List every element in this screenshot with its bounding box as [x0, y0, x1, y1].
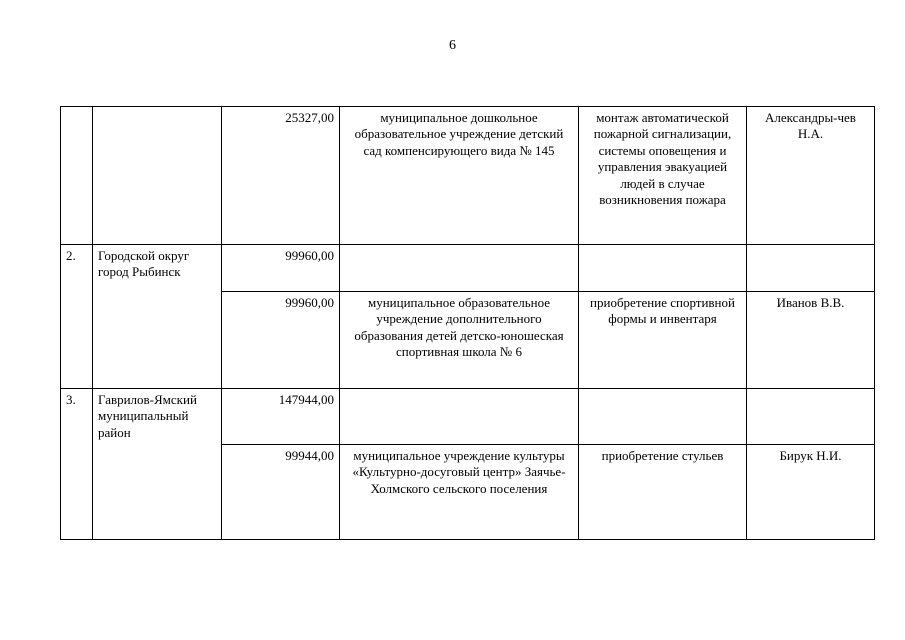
empty-cell [747, 245, 875, 292]
empty-cell [579, 245, 747, 292]
district-cell [93, 107, 222, 245]
table-row [61, 389, 875, 445]
responsible-cell: Иванов В.В. [747, 292, 875, 389]
amount-cell: 99944,00 [222, 445, 340, 540]
empty-cell [747, 389, 875, 445]
responsible-cell: Бирук Н.И. [747, 445, 875, 540]
index-cell: 3. [61, 389, 93, 540]
index-cell [61, 107, 93, 245]
empty-cell [340, 389, 579, 445]
district-cell: Городской округ город Рыбинск [93, 245, 222, 389]
institution-cell: муниципальное дошкольное образовательное учреждение детский сад компенсирующего вида № 145 [340, 107, 579, 245]
empty-cell [340, 245, 579, 292]
index-cell: 2. [61, 245, 93, 389]
institution-cell: муниципальное образовательное учреждение дополнительного образования детей детско-юношеская спортивная школа № 6 [340, 292, 579, 389]
amount-cell: 99960,00 [222, 292, 340, 389]
empty-cell [579, 389, 747, 445]
purpose-cell: монтаж автоматической пожарной сигнализации, системы оповещения и управления эвакуацией людей в случае возникновения пожара [579, 107, 747, 245]
funding-table [60, 106, 875, 540]
institution-cell: муниципальное учреждение культуры «Культурно-досуговый центр» Заячье-Холмского сельского поселения [340, 445, 579, 540]
amount-cell: 25327,00 [222, 107, 340, 245]
district-cell: Гаврилов-Ямский муниципальный район [93, 389, 222, 540]
purpose-cell: приобретение стульев [579, 445, 747, 540]
table-row [61, 107, 875, 245]
total-cell: 99960,00 [222, 245, 340, 292]
table-row [61, 245, 875, 292]
purpose-cell: приобретение спортивной формы и инвентаря [579, 292, 747, 389]
total-cell: 147944,00 [222, 389, 340, 445]
responsible-cell: Александры-чев Н.А. [747, 107, 875, 245]
page-number: 6 [449, 38, 456, 53]
